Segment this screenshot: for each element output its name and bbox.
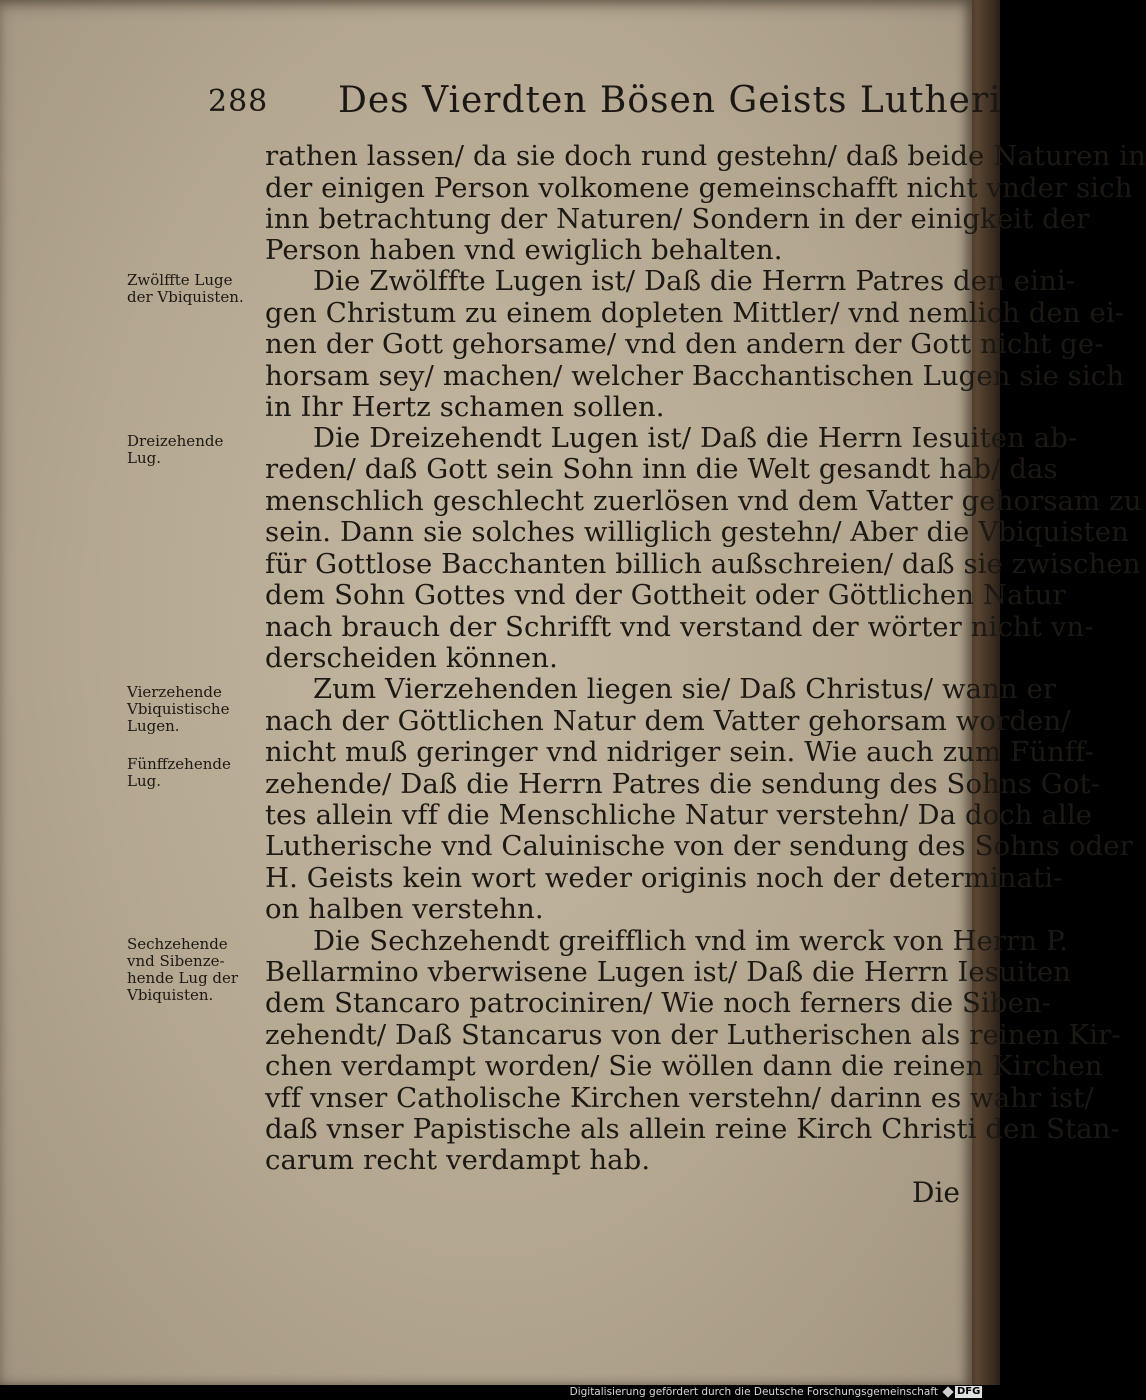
text-line: horsam sey/ machen/ welcher Bacchantischen Lugen sie sich — [265, 360, 1125, 392]
text-line: vff vnser Catholische Kirchen verstehn/ darinn es wahr ist/ — [265, 1082, 1094, 1114]
text-line: zehende/ Daß die Herrn Patres die sendung des Sohns Got- — [265, 768, 1101, 800]
text-line: rathen lassen/ da sie doch rund gestehn/ daß beide Naturen in — [265, 140, 1146, 172]
text-line: zehendt/ Daß Stancarus von der Lutherischen als reinen Kir- — [265, 1019, 1121, 1051]
dfg-logo-icon — [944, 1386, 996, 1398]
diamond-icon — [942, 1386, 953, 1397]
text-line: Person haben vnd ewiglich behalten. — [265, 234, 783, 266]
text-line: Zum Vierzehenden liegen sie/ Daß Christus/ wann er — [313, 673, 1057, 705]
text-line: sein. Dann sie solches williglich gestehn/ Aber die Vbiquisten — [265, 516, 1129, 548]
text-line: menschlich geschlecht zuerlösen vnd dem Vatter gehorsam zu — [265, 485, 1142, 517]
text-line: für Gottlose Bacchanten billich außschreien/ daß sie zwischen — [265, 548, 1141, 580]
text-line: der einigen Person volkomene gemeinschafft nicht vnder sich — [265, 172, 1133, 204]
dfg-logo-text: DFG — [957, 1386, 981, 1397]
text-line: derscheiden können. — [265, 642, 558, 674]
text-line: Die Dreizehendt Lugen ist/ Daß die Herrn Iesuiten ab- — [313, 422, 1078, 454]
text-line: nach brauch der Schrifft vnd verstand der wörter nicht vn- — [265, 611, 1094, 643]
text-line: daß vnser Papistische als allein reine Kirch Christi den Stan- — [265, 1113, 1120, 1145]
text-line: nach der Göttlichen Natur dem Vatter gehorsam worden/ — [265, 705, 1071, 737]
text-line: in Ihr Hertz schamen sollen. — [265, 391, 665, 423]
text-line: Die Sechzehendt greifflich vnd im werck von Herrn P. — [313, 925, 1068, 957]
text-line: carum recht verdampt hab. — [265, 1144, 651, 1176]
text-line: nen der Gott gehorsame/ vnd den andern der Gott nicht ge- — [265, 328, 1104, 360]
catchword: Die — [912, 1176, 960, 1209]
text-line: dem Sohn Gottes vnd der Gottheit oder Göttlichen Natur — [265, 579, 1066, 611]
funding-notice: Digitalisierung gefördert durch die Deutsche Forschungsgemeinschaft — [569, 1386, 938, 1398]
margin-note: Zwölffte Luge der Vbiquisten. — [127, 271, 244, 306]
text-line: dem Stancaro patrociniren/ Wie noch ferners die Siben- — [265, 987, 1052, 1019]
running-head: Des Vierdten Bösen Geists Lutheri — [338, 80, 1002, 121]
margin-note: Fünffzehende Lug. — [127, 755, 231, 790]
text-line: Bellarmino vberwisene Lugen ist/ Daß die Herrn Iesuiten — [265, 956, 1072, 988]
margin-note: Vierzehende Vbiquistische Lugen. — [127, 683, 230, 735]
text-line: on halben verstehn. — [265, 893, 544, 925]
page-number: 288 — [208, 84, 269, 119]
text-line: H. Geists kein wort weder originis noch der determinati- — [265, 862, 1063, 894]
margin-note: Sechzehende vnd Sibenze- hende Lug der Vbiquisten. — [127, 935, 239, 1004]
text-line: tes allein vff die Menschliche Natur verstehn/ Da doch alle — [265, 799, 1093, 831]
text-line: inn betrachtung der Naturen/ Sondern in der einigkeit der — [265, 203, 1090, 235]
text-line: reden/ daß Gott sein Sohn inn die Welt gesandt hab/ das — [265, 453, 1058, 485]
text-line: nicht muß geringer vnd nidriger sein. Wie auch zum Fünff- — [265, 736, 1094, 768]
margin-note: Dreizehende Lug. — [127, 432, 224, 467]
text-line: gen Christum zu einem dopleten Mittler/ vnd nemlich den ei- — [265, 297, 1125, 329]
text-line: chen verdampt worden/ Sie wöllen dann die reinen Kirchen — [265, 1050, 1103, 1082]
text-line: Die Zwölffte Lugen ist/ Daß die Herrn Patres den eini- — [313, 265, 1076, 297]
text-line: Lutherische vnd Caluinische von der sendung des Sohns oder — [265, 830, 1133, 862]
